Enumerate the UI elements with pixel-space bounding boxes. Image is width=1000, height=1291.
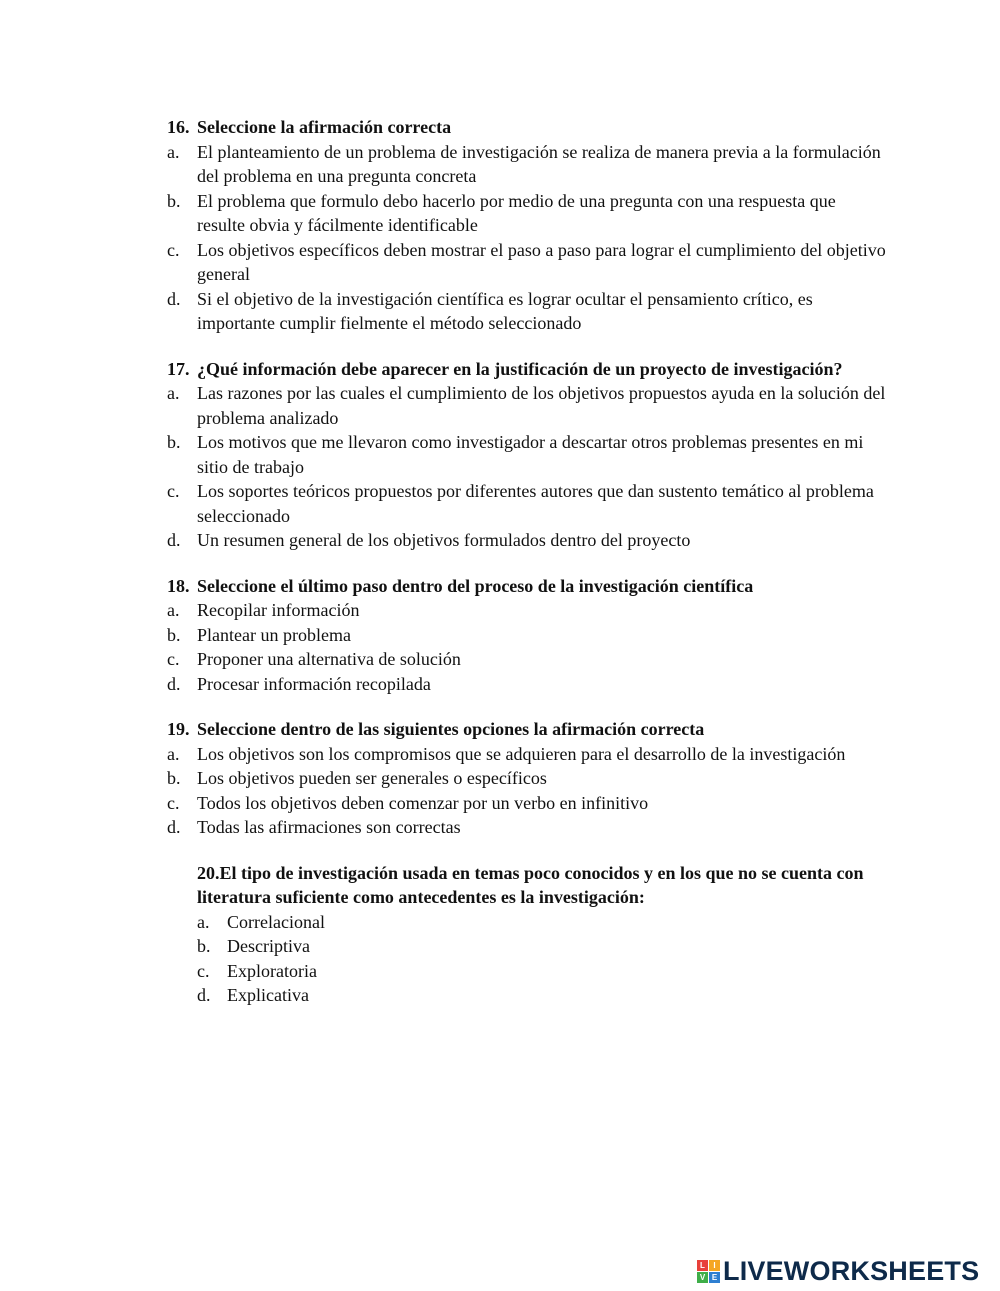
- option-c[interactable]: [167, 791, 887, 816]
- option-text: Los objetivos son los compromisos que se adquieren para el desarrollo de la investigación: [197, 743, 846, 764]
- option-a[interactable]: [167, 742, 887, 767]
- option-a[interactable]: [197, 910, 887, 935]
- option-c[interactable]: [197, 959, 887, 984]
- option-b[interactable]: [167, 189, 887, 238]
- question-number: 16.: [167, 117, 190, 137]
- logo-tile: V: [697, 1272, 708, 1283]
- question-19: [167, 717, 887, 840]
- option-text: Descriptiva: [227, 936, 310, 956]
- liveworksheets-brand: [697, 1256, 979, 1286]
- question-title: [167, 357, 887, 382]
- option-text: Los objetivos pueden ser generales o específicos: [197, 768, 547, 788]
- option-text: Todos los objetivos deben comenzar por un verbo en infinitivo: [197, 792, 649, 813]
- logo-tile: I: [709, 1260, 720, 1271]
- option-d[interactable]: [167, 528, 887, 553]
- option-letter: a.: [167, 141, 180, 162]
- option-letter: c.: [197, 960, 210, 981]
- question-number: 17.: [167, 358, 190, 379]
- option-b[interactable]: [167, 766, 887, 791]
- option-d[interactable]: [197, 983, 887, 1008]
- option-letter: a.: [167, 383, 180, 403]
- question-text-body: El tipo de investigación usada en temas poco conocidos y en los que no se cuenta con literatura suficiente como antecedentes es la investigación:: [197, 862, 864, 907]
- option-letter: b.: [167, 190, 181, 211]
- option-a[interactable]: [167, 598, 887, 623]
- question-text: Seleccione la afirmación correcta: [197, 117, 452, 137]
- option-text: Proponer una alternativa de solución: [197, 649, 461, 669]
- option-text: Si el objetivo de la investigación científica es lograr ocultar el pensamiento crítico, es importante cumplir fielmente el método seleccionado: [197, 288, 813, 333]
- option-text: Recopilar información: [197, 600, 360, 620]
- option-letter: b.: [167, 432, 181, 452]
- question-title: [167, 574, 887, 599]
- option-text: Las razones por las cuales el cumplimiento de los objetivos propuestos ayuda en la solución del problema analizado: [197, 383, 886, 428]
- option-text: Plantear un problema: [197, 624, 351, 645]
- question-title: [197, 861, 887, 910]
- option-c[interactable]: [167, 238, 887, 287]
- option-d[interactable]: [167, 815, 887, 840]
- question-text: ¿Qué información debe aparecer en la justificación de un proyecto de investigación?: [197, 358, 843, 379]
- option-letter: d.: [197, 985, 211, 1005]
- option-letter: c.: [167, 481, 180, 501]
- logo-tile: E: [709, 1272, 720, 1283]
- option-d[interactable]: [167, 672, 887, 697]
- option-b[interactable]: [167, 623, 887, 648]
- option-c[interactable]: [167, 479, 887, 528]
- option-c[interactable]: [167, 647, 887, 672]
- option-letter: d.: [167, 530, 181, 550]
- option-b[interactable]: [167, 430, 887, 479]
- question-number: 18.: [167, 575, 190, 596]
- option-text: El planteamiento de un problema de investigación se realiza de manera previa a la formulación del problema en una pregunta concreta: [197, 141, 881, 186]
- option-text: Todas las afirmaciones son correctas: [197, 817, 461, 837]
- option-text: El problema que formulo debo hacerlo por medio de una pregunta con una respuesta que resulte obvia y fácilmente identificable: [197, 190, 836, 235]
- worksheet-page: [167, 115, 887, 1029]
- question-title: [167, 717, 887, 742]
- question-20: [197, 861, 887, 1008]
- option-letter: a.: [197, 911, 210, 932]
- option-letter: a.: [167, 743, 180, 764]
- option-text: Correlacional: [227, 911, 325, 932]
- option-letter: b.: [167, 624, 181, 645]
- option-text: Los motivos que me llevaron como investigador a descartar otros problemas presentes en mi sitio de trabajo: [197, 432, 864, 477]
- option-letter: d.: [167, 288, 181, 309]
- option-letter: c.: [167, 792, 180, 813]
- question-number: 20.: [197, 862, 220, 883]
- question-text: Seleccione dentro de las siguientes opciones la afirmación correcta: [197, 719, 705, 739]
- question-number: 19.: [167, 719, 190, 739]
- option-text: Explicativa: [227, 985, 309, 1005]
- option-letter: d.: [167, 673, 181, 694]
- option-text: Los soportes teóricos propuestos por diferentes autores que dan sustento temático al problema seleccionado: [197, 481, 874, 526]
- question-18: [167, 574, 887, 697]
- option-b[interactable]: [197, 934, 887, 959]
- question-text: [197, 861, 887, 910]
- option-text: Los objetivos específicos deben mostrar el paso a paso para lograr el cumplimiento del objetivo general: [197, 239, 886, 284]
- logo-tile: L: [697, 1260, 708, 1271]
- option-d[interactable]: [167, 287, 887, 336]
- option-text: Procesar información recopilada: [197, 673, 431, 694]
- question-title: [167, 115, 887, 140]
- option-letter: b.: [197, 936, 211, 956]
- question-17: [167, 357, 887, 553]
- option-text: Exploratoria: [227, 960, 317, 981]
- question-16: [167, 115, 887, 336]
- question-text: Seleccione el último paso dentro del proceso de la investigación científica: [197, 575, 754, 596]
- option-letter: c.: [167, 649, 180, 669]
- option-letter: b.: [167, 768, 181, 788]
- liveworksheets-logo-icon: [697, 1260, 720, 1283]
- option-a[interactable]: [167, 140, 887, 189]
- option-text: Un resumen general de los objetivos formulados dentro del proyecto: [197, 530, 691, 550]
- brand-name: LIVEWORKSHEETS: [723, 1255, 980, 1286]
- option-a[interactable]: [167, 381, 887, 430]
- option-letter: a.: [167, 600, 180, 620]
- option-letter: d.: [167, 817, 181, 837]
- option-letter: c.: [167, 239, 180, 260]
